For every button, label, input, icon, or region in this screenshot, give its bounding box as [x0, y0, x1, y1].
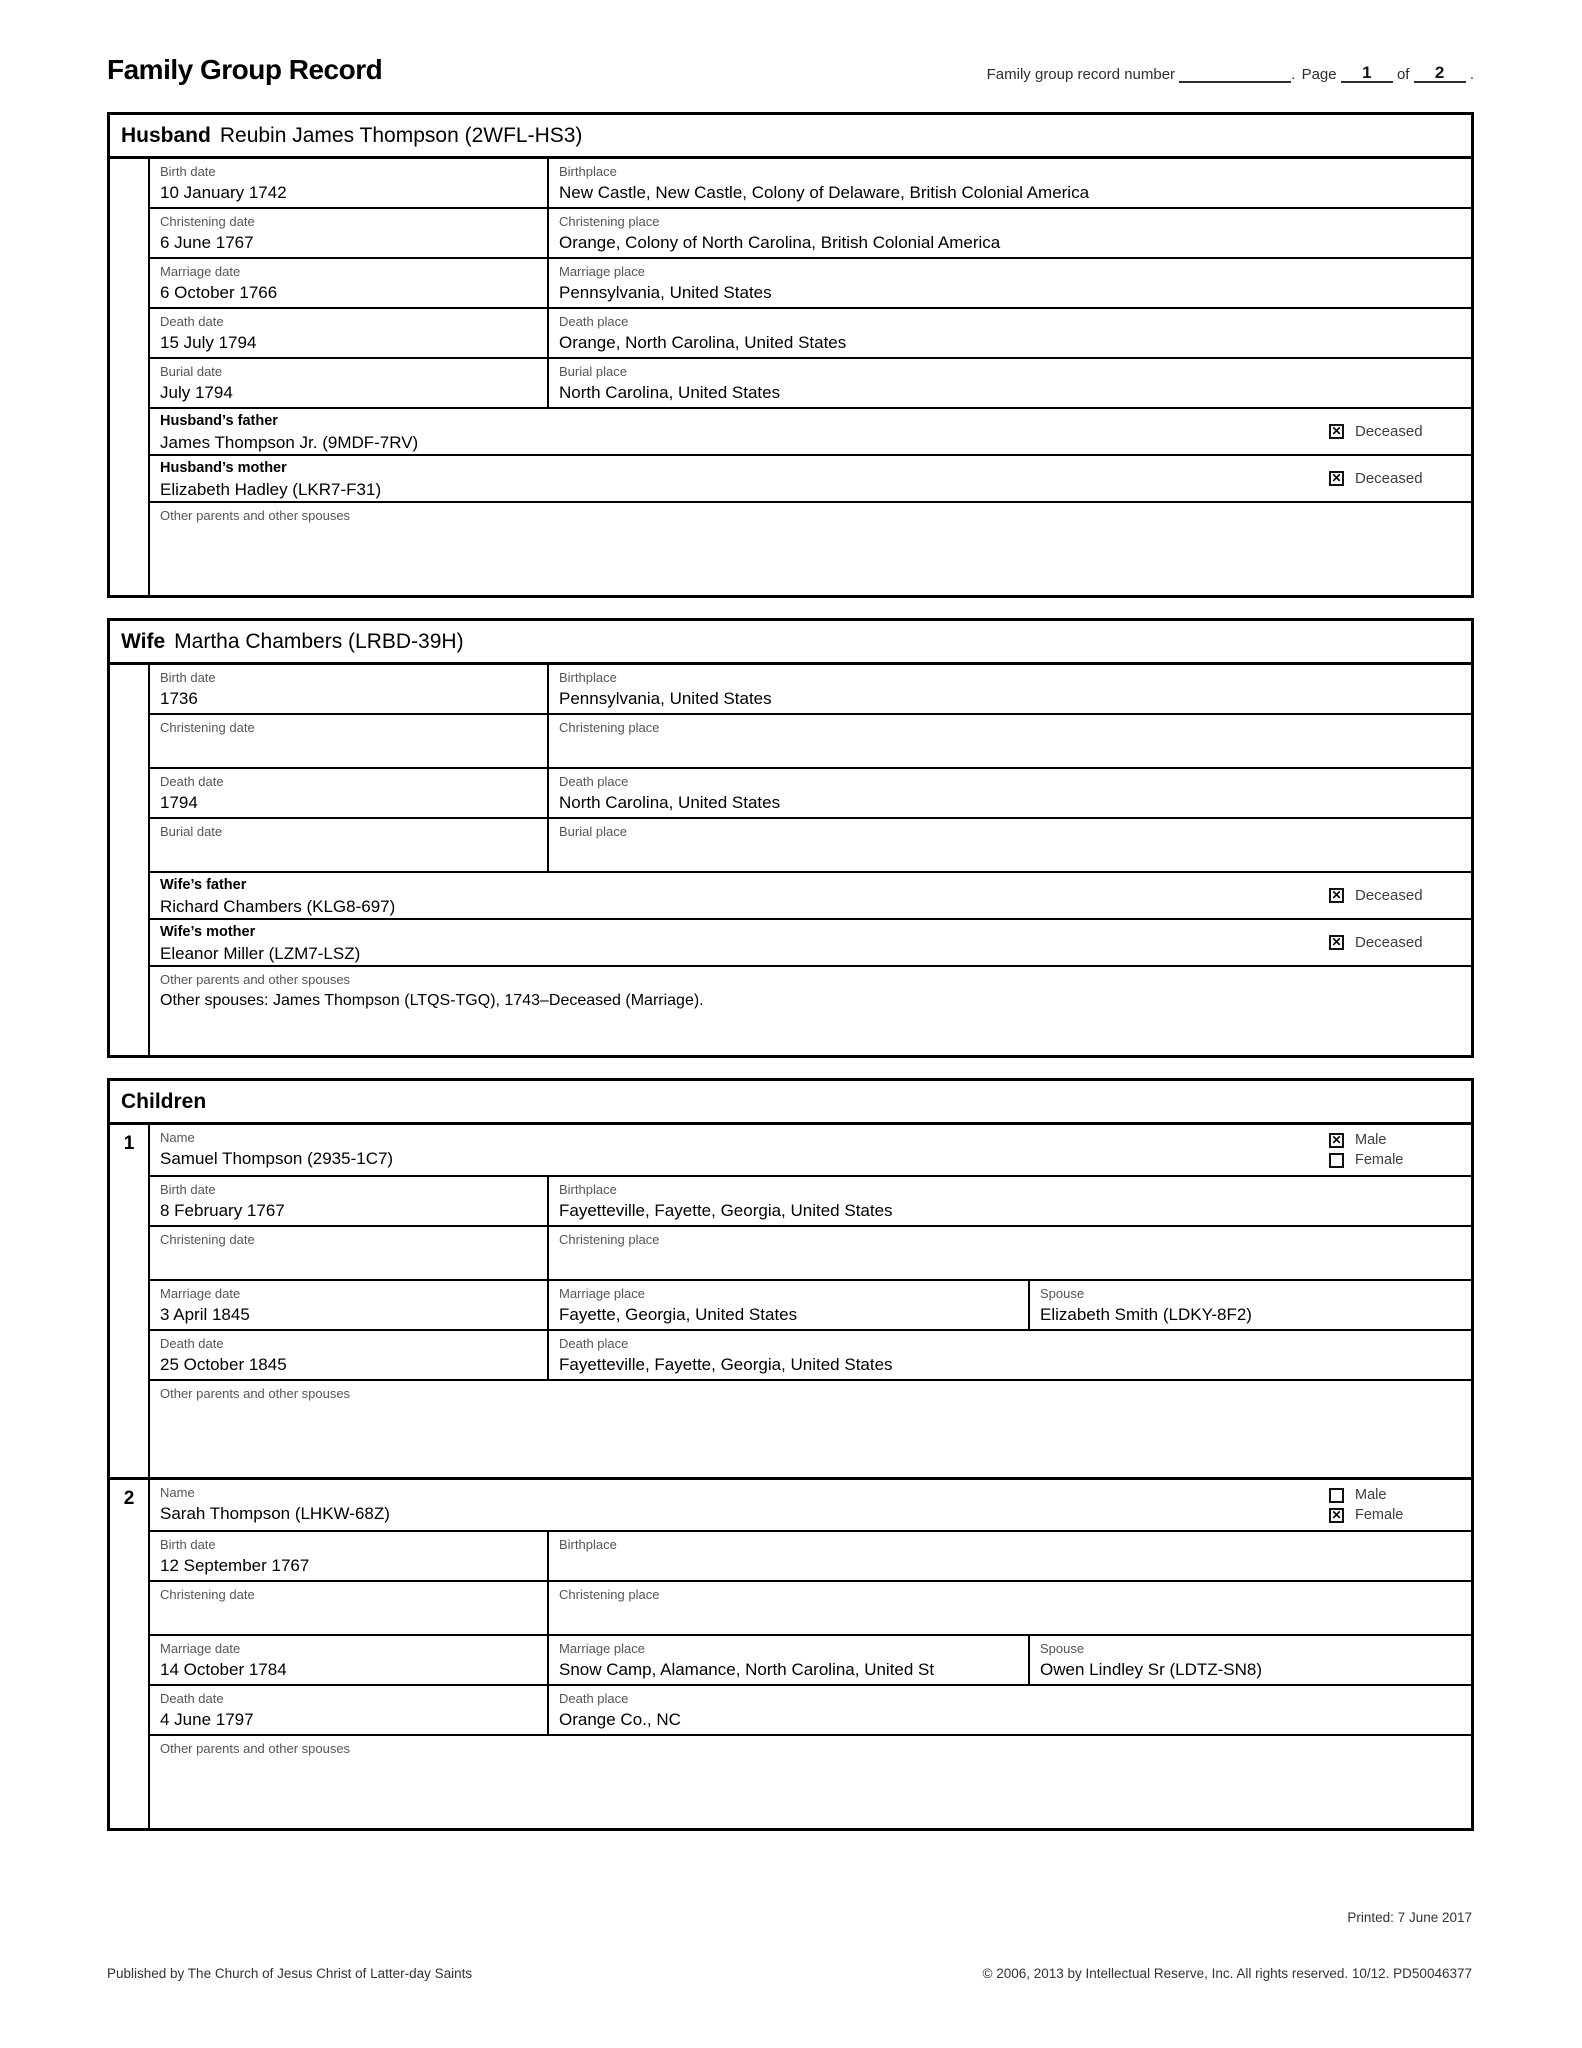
field-label: Birthplace: [559, 1537, 617, 1552]
period: .: [1469, 66, 1474, 83]
record-number-label: Family group record number: [986, 66, 1176, 83]
field-label: Birth date: [160, 670, 216, 685]
field-row-birth: [150, 1532, 1471, 1582]
record-number-blank: [1179, 65, 1291, 83]
field-label: Christening place: [559, 214, 660, 229]
field-value: 14 October 1784: [160, 1660, 287, 1679]
field-label: Birth date: [160, 164, 216, 179]
copyright-text: © 2006, 2013 by Intellectual Reserve, Inc. All rights reserved. 10/12. PD50046377: [982, 1966, 1472, 1981]
field-label: Death place: [559, 1336, 629, 1351]
field-label: Birth date: [160, 1182, 216, 1197]
deceased-label: Deceased: [1355, 934, 1423, 951]
deceased-label: Deceased: [1355, 470, 1423, 487]
husband-section-header: [110, 115, 1471, 159]
page-title: Family Group Record: [107, 54, 383, 85]
wife-father-row: [150, 873, 1471, 920]
field-label: Name: [160, 1130, 195, 1145]
field-label: Christening date: [160, 720, 255, 735]
field-label: Death date: [160, 774, 224, 789]
male-label: Male: [1355, 1487, 1387, 1503]
child-record-1: [110, 1125, 1471, 1480]
field-label: Birthplace: [559, 164, 617, 179]
field-value: Orange, Colony of North Carolina, British Colonial America: [559, 233, 1001, 252]
field-label: Spouse: [1040, 1641, 1085, 1656]
field-label: Spouse: [1040, 1286, 1085, 1301]
field-value: 1736: [160, 689, 198, 708]
field-label: Name: [160, 1485, 195, 1500]
record-number-line: [987, 63, 1474, 86]
field-value: Other spouses: James Thompson (LTQS-TGQ), 1743–Deceased (Marriage).: [160, 992, 704, 1009]
wife-section: [107, 618, 1474, 1058]
child-name-row: [150, 1125, 1471, 1177]
field-value: July 1794: [160, 383, 233, 402]
field-label: Death place: [559, 774, 629, 789]
field-row-birth: [150, 665, 1471, 715]
field-value: North Carolina, United States: [559, 793, 781, 812]
deceased-label: Deceased: [1355, 423, 1423, 440]
field-value: Fayette, Georgia, United States: [559, 1305, 798, 1324]
field-row-birth: [150, 159, 1471, 209]
wife-other-parents-row: [150, 967, 1471, 1055]
deceased-checkbox: [1329, 471, 1344, 486]
field-label: Christening place: [559, 1232, 660, 1247]
field-value: Owen Lindley Sr (LDTZ-SN8): [1040, 1660, 1263, 1679]
field-label: Wife’s father: [160, 877, 247, 893]
field-row-marriage: [150, 1281, 1471, 1331]
field-label: Husband’s father: [160, 413, 278, 429]
field-label: Death date: [160, 314, 224, 329]
field-label: Marriage date: [160, 1286, 241, 1301]
family-group-record-document: [107, 0, 1474, 1981]
child-number: 2: [123, 1488, 135, 1509]
field-label: Burial date: [160, 364, 223, 379]
field-value: North Carolina, United States: [559, 383, 781, 402]
gutter: [110, 665, 148, 1055]
field-value: 25 October 1845: [160, 1355, 287, 1374]
field-value: 3 April 1845: [160, 1305, 250, 1324]
field-value: 6 October 1766: [160, 283, 278, 302]
husband-father-row: [150, 409, 1471, 456]
field-label: Christening date: [160, 1232, 255, 1247]
wife-section-header: [110, 621, 1471, 665]
field-row-death: [150, 1331, 1471, 1381]
child-other-parents-row: [150, 1736, 1471, 1828]
field-value: 1794: [160, 793, 198, 812]
field-value: Eleanor Miller (LZM7-LSZ): [160, 944, 361, 963]
field-label: Christening date: [160, 1587, 255, 1602]
children-section-label: Children: [121, 1090, 207, 1113]
field-value: Pennsylvania, United States: [559, 283, 772, 302]
field-value: Samuel Thompson (2935-1C7): [160, 1149, 394, 1168]
field-label: Christening place: [559, 1587, 660, 1602]
field-row-christening: [150, 209, 1471, 259]
female-label: Female: [1355, 1507, 1404, 1523]
field-value: Pennsylvania, United States: [559, 689, 772, 708]
field-label: Marriage place: [559, 1286, 645, 1301]
male-checkbox: [1329, 1488, 1344, 1503]
gutter: [110, 1480, 148, 1828]
field-value: 15 July 1794: [160, 333, 257, 352]
male-checkbox: [1329, 1133, 1344, 1148]
page-header: [107, 54, 1474, 86]
field-label: Other parents and other spouses: [160, 1386, 351, 1401]
field-value: Orange Co., NC: [559, 1710, 681, 1729]
field-label: Birthplace: [559, 1182, 617, 1197]
field-row-death: [150, 769, 1471, 819]
field-label: Husband’s mother: [160, 460, 287, 476]
field-label: Birth date: [160, 1537, 216, 1552]
page-number: 1: [1341, 63, 1393, 83]
field-row-burial: [150, 359, 1471, 409]
field-label: Death date: [160, 1336, 224, 1351]
field-value: Elizabeth Smith (LDKY-8F2): [1040, 1305, 1252, 1324]
child-number: 1: [123, 1133, 135, 1154]
field-label: Death date: [160, 1691, 224, 1706]
deceased-checkbox: [1329, 424, 1344, 439]
field-value: Snow Camp, Alamance, North Carolina, United St: [559, 1660, 935, 1679]
field-value: 4 June 1797: [160, 1710, 254, 1729]
field-value: Fayetteville, Fayette, Georgia, United States: [559, 1355, 893, 1374]
field-label: Birthplace: [559, 670, 617, 685]
field-value: Orange, North Carolina, United States: [559, 333, 847, 352]
field-row-marriage: [150, 1636, 1471, 1686]
field-value: 8 February 1767: [160, 1201, 285, 1220]
wife-section-label: Wife: [121, 630, 166, 653]
field-label: Marriage date: [160, 264, 241, 279]
wife-name: Martha Chambers (LRBD-39H): [174, 630, 464, 653]
field-row-death: [150, 309, 1471, 359]
gutter: [110, 1125, 148, 1477]
female-checkbox: [1329, 1153, 1344, 1168]
field-value: New Castle, New Castle, Colony of Delaware, British Colonial America: [559, 183, 1090, 202]
husband-other-parents-row: [150, 503, 1471, 595]
field-value: 12 September 1767: [160, 1556, 310, 1575]
publisher-text: Published by The Church of Jesus Christ of Latter-day Saints: [107, 1966, 473, 1981]
field-row-christening: [150, 1227, 1471, 1281]
field-row-death: [150, 1686, 1471, 1736]
male-label: Male: [1355, 1132, 1387, 1148]
field-label: Other parents and other spouses: [160, 972, 351, 987]
field-label: Burial place: [559, 364, 627, 379]
gutter: [110, 159, 148, 595]
total-pages: 2: [1414, 63, 1466, 83]
field-label: Marriage place: [559, 264, 645, 279]
field-value: Fayetteville, Fayette, Georgia, United States: [559, 1201, 893, 1220]
female-checkbox: [1329, 1508, 1344, 1523]
page-footer: [107, 1966, 1472, 1981]
field-row-burial: [150, 819, 1471, 873]
wife-mother-row: [150, 920, 1471, 967]
deceased-label: Deceased: [1355, 887, 1423, 904]
period: .: [1291, 66, 1296, 83]
field-row-birth: [150, 1177, 1471, 1227]
field-label: Other parents and other spouses: [160, 1741, 351, 1756]
field-value: 6 June 1767: [160, 233, 254, 252]
field-label: Christening date: [160, 214, 255, 229]
deceased-checkbox: [1329, 935, 1344, 950]
husband-name: Reubin James Thompson (2WFL-HS3): [219, 124, 583, 147]
field-row-christening: [150, 715, 1471, 769]
field-label: Christening place: [559, 720, 660, 735]
field-value: Elizabeth Hadley (LKR7-F31): [160, 480, 382, 499]
field-label: Burial date: [160, 824, 223, 839]
printed-date: Printed: 7 June 2017: [1347, 1910, 1472, 1925]
of-label: of: [1396, 66, 1410, 83]
field-row-christening: [150, 1582, 1471, 1636]
child-name-row: [150, 1480, 1471, 1532]
children-section: [107, 1078, 1474, 1831]
husband-section-label: Husband: [121, 124, 211, 147]
field-label: Marriage date: [160, 1641, 241, 1656]
field-value: Sarah Thompson (LHKW-68Z): [160, 1504, 390, 1523]
children-section-header: [110, 1081, 1471, 1125]
field-label: Burial place: [559, 824, 627, 839]
female-label: Female: [1355, 1152, 1404, 1168]
child-record-2: [110, 1480, 1471, 1828]
child-other-parents-row: [150, 1381, 1471, 1477]
deceased-checkbox: [1329, 888, 1344, 903]
field-label: Other parents and other spouses: [160, 508, 351, 523]
field-label: Marriage place: [559, 1641, 645, 1656]
page-label: Page: [1301, 66, 1337, 83]
field-label: Wife’s mother: [160, 924, 256, 940]
field-row-marriage: [150, 259, 1471, 309]
field-value: 10 January 1742: [160, 183, 287, 202]
field-value: Richard Chambers (KLG8-697): [160, 897, 396, 916]
field-value: James Thompson Jr. (9MDF-7RV): [160, 433, 419, 452]
field-label: Death place: [559, 314, 629, 329]
husband-section: [107, 112, 1474, 598]
husband-mother-row: [150, 456, 1471, 503]
field-label: Death place: [559, 1691, 629, 1706]
